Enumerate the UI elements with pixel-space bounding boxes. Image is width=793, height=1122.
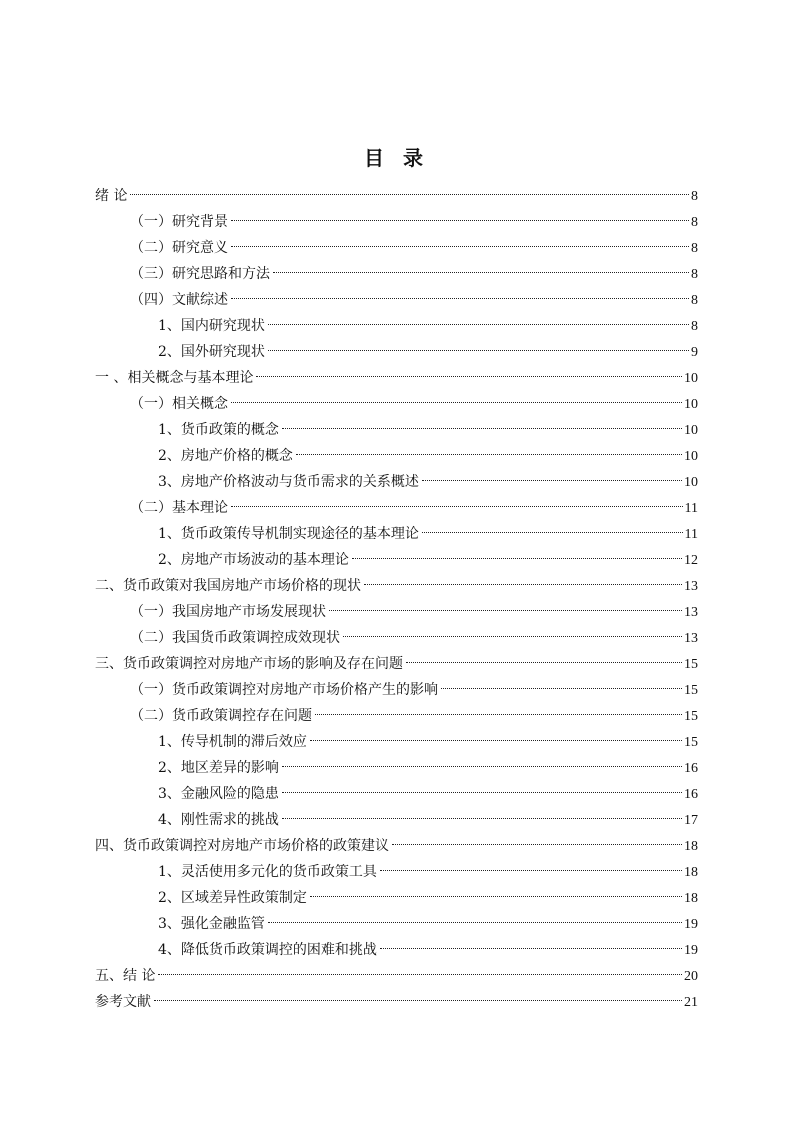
toc-entry-title: 1、国内研究现状 <box>158 318 265 334</box>
toc-entry-title: （二）货币政策调控存在问题 <box>130 708 312 724</box>
toc-page-number: 15 <box>684 657 698 672</box>
toc-entry[interactable] <box>95 937 698 963</box>
toc-entry-title: （一）相关概念 <box>130 396 228 412</box>
toc-entry-title: 三、货币政策调控对房地产市场的影响及存在问题 <box>95 656 403 672</box>
toc-page-number: 8 <box>691 189 698 204</box>
dot-leader <box>231 246 689 247</box>
toc-entry[interactable] <box>95 833 698 859</box>
toc-page-number: 12 <box>684 553 698 568</box>
toc-entry-title: 1、货币政策传导机制实现途径的基本理论 <box>158 526 419 542</box>
dot-leader <box>130 194 689 195</box>
toc-entry[interactable] <box>95 807 698 833</box>
toc-entry[interactable] <box>95 729 698 755</box>
toc-entry[interactable] <box>95 443 698 469</box>
dot-leader <box>380 948 682 949</box>
toc-entry-title: 3、金融风险的隐患 <box>158 786 279 802</box>
toc-entry-title: 参考文献 <box>95 994 151 1010</box>
toc-entry[interactable] <box>95 989 698 1015</box>
toc-entry-title: 绪 论 <box>95 188 128 204</box>
toc-page-number: 19 <box>684 943 698 958</box>
toc-entry[interactable] <box>95 391 698 417</box>
toc-entry[interactable] <box>95 183 698 209</box>
dot-leader <box>406 662 682 663</box>
toc-entry-title: 3、强化金融监管 <box>158 916 265 932</box>
toc-page-number: 9 <box>691 345 698 360</box>
toc-page-number: 15 <box>684 683 698 698</box>
toc-page-number: 10 <box>684 423 698 438</box>
dot-leader <box>310 896 682 897</box>
toc-page-number: 8 <box>691 267 698 282</box>
toc-entry-title: 2、地区差异的影响 <box>158 760 279 776</box>
toc-entry[interactable] <box>95 755 698 781</box>
toc-page-number: 15 <box>684 735 698 750</box>
dot-leader <box>422 480 682 481</box>
toc-entry-title: （二）基本理论 <box>130 500 228 516</box>
toc-entry-title: 1、灵活使用多元化的货币政策工具 <box>158 864 377 880</box>
dot-leader <box>282 766 682 767</box>
toc-page-number: 17 <box>684 813 698 828</box>
dot-leader <box>231 220 689 221</box>
toc-entry[interactable] <box>95 365 698 391</box>
toc-entry-title: 3、房地产价格波动与货币需求的关系概述 <box>158 474 419 490</box>
dot-leader <box>352 558 682 559</box>
toc-entry[interactable] <box>95 963 698 989</box>
toc-page-number: 13 <box>684 579 698 594</box>
toc-entry-title: （一）货币政策调控对房地产市场价格产生的影响 <box>130 682 438 698</box>
toc-entry[interactable] <box>95 885 698 911</box>
toc-entry[interactable] <box>95 651 698 677</box>
toc-page-number: 16 <box>684 787 698 802</box>
dot-leader <box>268 324 689 325</box>
toc-entry[interactable] <box>95 599 698 625</box>
toc-entry[interactable] <box>95 703 698 729</box>
dot-leader <box>268 350 689 351</box>
toc-entry-title: 1、传导机制的滞后效应 <box>158 734 307 750</box>
toc-page-number: 15 <box>684 709 698 724</box>
dot-leader <box>154 1000 682 1001</box>
toc-page-number: 10 <box>684 449 698 464</box>
dot-leader <box>282 792 682 793</box>
toc-page-number: 8 <box>691 293 698 308</box>
dot-leader <box>158 974 682 975</box>
toc-entry[interactable] <box>95 495 698 521</box>
toc-page-number: 8 <box>691 215 698 230</box>
toc-entry[interactable] <box>95 677 698 703</box>
dot-leader <box>310 740 682 741</box>
toc-entry[interactable] <box>95 235 698 261</box>
toc-entry-title: 4、降低货币政策调控的困难和挑战 <box>158 942 377 958</box>
toc-entry-title: 2、房地产价格的概念 <box>158 448 293 464</box>
toc-entry-title: 二、货币政策对我国房地产市场价格的现状 <box>95 578 361 594</box>
toc-entry-title: （一）我国房地产市场发展现状 <box>130 604 326 620</box>
dot-leader <box>231 506 683 507</box>
dot-leader <box>315 714 682 715</box>
toc-entry-title: （二）我国货币政策调控成效现状 <box>130 630 340 646</box>
toc-entry-title: （四）文献综述 <box>130 292 228 308</box>
toc-page-number: 19 <box>684 917 698 932</box>
toc-entry[interactable] <box>95 469 698 495</box>
dot-leader <box>273 272 689 273</box>
toc-entry-title: 2、国外研究现状 <box>158 344 265 360</box>
toc-page-number: 21 <box>684 995 698 1010</box>
toc-page-number: 18 <box>684 891 698 906</box>
dot-leader <box>231 402 682 403</box>
toc-entry-title: 五、结 论 <box>95 968 156 984</box>
toc-page-number: 11 <box>684 501 698 516</box>
toc-entry[interactable] <box>95 313 698 339</box>
dot-leader <box>422 532 683 533</box>
toc-entry-title: （三）研究思路和方法 <box>130 266 270 282</box>
toc-entry[interactable] <box>95 261 698 287</box>
toc-entry[interactable] <box>95 339 698 365</box>
dot-leader <box>268 922 682 923</box>
toc-entry-title: 2、区域差异性政策制定 <box>158 890 307 906</box>
toc-entry-title: 一 、相关概念与基本理论 <box>95 370 254 386</box>
table-of-contents <box>95 183 698 1015</box>
toc-entry[interactable] <box>95 417 698 443</box>
toc-entry[interactable] <box>95 911 698 937</box>
toc-entry[interactable] <box>95 287 698 313</box>
toc-page-number: 8 <box>691 241 698 256</box>
dot-leader <box>231 298 689 299</box>
toc-entry-title: （二）研究意义 <box>130 240 228 256</box>
toc-entry[interactable] <box>95 573 698 599</box>
toc-entry[interactable] <box>95 781 698 807</box>
toc-entry-title: 四、货币政策调控对房地产市场价格的政策建议 <box>95 838 389 854</box>
toc-page-number: 11 <box>684 527 698 542</box>
page-title: 目 录 <box>364 146 429 171</box>
toc-page-number: 18 <box>684 839 698 854</box>
toc-page-number: 13 <box>684 631 698 646</box>
dot-leader <box>329 610 682 611</box>
toc-page-number: 18 <box>684 865 698 880</box>
dot-leader <box>343 636 682 637</box>
toc-entry-title: 4、刚性需求的挑战 <box>158 812 279 828</box>
toc-entry-title: （一）研究背景 <box>130 214 228 230</box>
dot-leader <box>364 584 682 585</box>
toc-page-number: 16 <box>684 761 698 776</box>
dot-leader <box>380 870 682 871</box>
toc-page-number: 10 <box>684 371 698 386</box>
toc-entry[interactable] <box>95 625 698 651</box>
toc-entry-title: 1、货币政策的概念 <box>158 422 279 438</box>
dot-leader <box>296 454 682 455</box>
toc-entry[interactable] <box>95 547 698 573</box>
toc-entry-title: 2、房地产市场波动的基本理论 <box>158 552 349 568</box>
dot-leader <box>282 818 682 819</box>
toc-entry[interactable] <box>95 521 698 547</box>
toc-page-number: 13 <box>684 605 698 620</box>
dot-leader <box>256 376 682 377</box>
dot-leader <box>441 688 682 689</box>
toc-entry[interactable] <box>95 209 698 235</box>
dot-leader <box>392 844 682 845</box>
dot-leader <box>282 428 682 429</box>
toc-entry[interactable] <box>95 859 698 885</box>
toc-page-number: 20 <box>684 969 698 984</box>
toc-page-number: 10 <box>684 475 698 490</box>
toc-page-number: 8 <box>691 319 698 334</box>
toc-page-number: 10 <box>684 397 698 412</box>
